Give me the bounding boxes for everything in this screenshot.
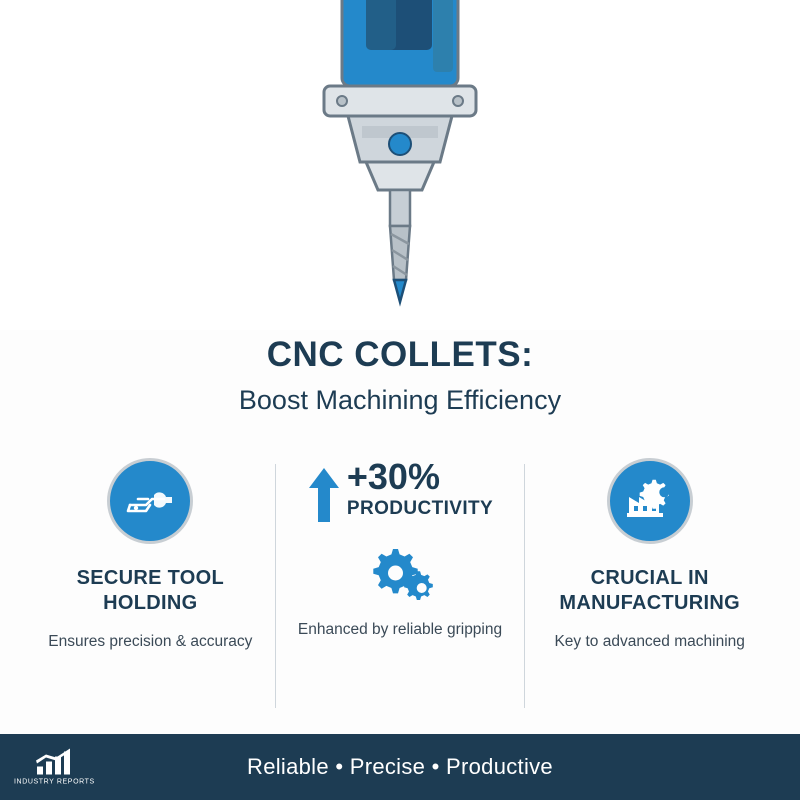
footer-tagline: Reliable • Precise • Productive — [247, 754, 553, 779]
feature-description: Ensures precision & accuracy — [48, 632, 253, 650]
cnc-spindle-with-drill-bit-illustration — [270, 0, 530, 319]
factory-with-gear-icon — [607, 458, 693, 544]
footer-bar — [0, 734, 800, 800]
feature-crucial-in-manufacturing — [525, 458, 774, 653]
hero-illustration-area — [0, 0, 800, 330]
title-block — [0, 330, 800, 416]
brand-logo — [14, 749, 95, 786]
wrench-and-tool-icon — [107, 458, 193, 544]
feature-productivity-stat — [276, 455, 525, 641]
feature-description: Key to advanced machining — [554, 632, 745, 650]
page-title: CNC COLLETS: — [266, 335, 534, 374]
feature-title: SECURE TOOL HOLDING — [76, 566, 225, 614]
feature-secure-tool-holding — [26, 458, 275, 653]
feature-description: Enhanced by reliable gripping — [297, 620, 503, 638]
feature-title: CRUCIAL IN MANUFACTURING — [559, 566, 740, 614]
feature-row — [0, 416, 800, 735]
bar-chart-growth-logo — [34, 749, 74, 777]
brand-name: INDUSTRY REPORTS — [14, 778, 95, 786]
stat-text — [346, 455, 494, 520]
page-subtitle: Boost Machining Efficiency — [238, 384, 562, 415]
up-arrow-icon — [307, 466, 341, 529]
stat-label: PRODUCTIVITY — [346, 497, 494, 519]
stat-value: +30% — [346, 455, 440, 497]
stat-row — [288, 455, 513, 529]
gears-icon — [363, 545, 437, 606]
